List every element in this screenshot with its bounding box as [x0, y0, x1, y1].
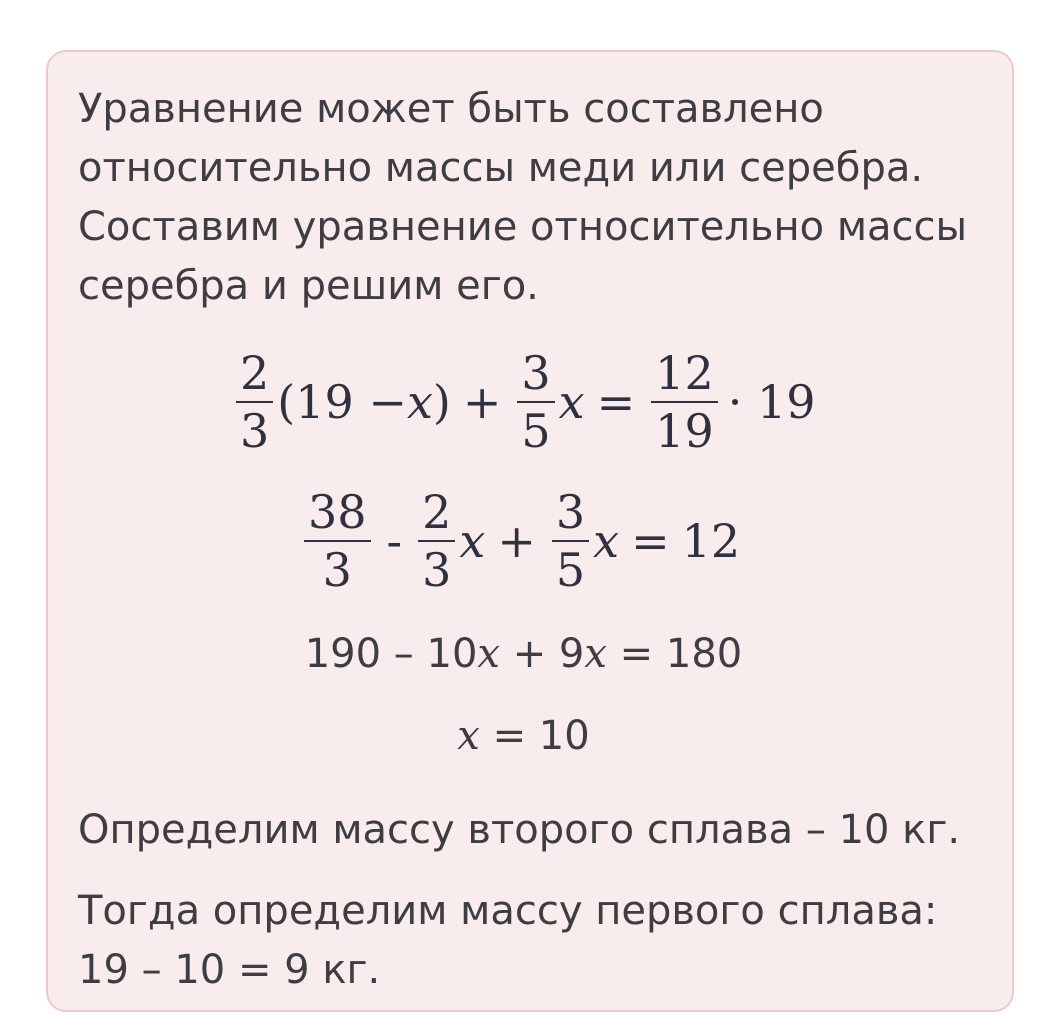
- fraction-denominator: 3: [422, 543, 452, 597]
- equation-3-part-3: = 180: [606, 631, 743, 677]
- minus-sign: -: [386, 514, 403, 568]
- conclusion-first-alloy: Тогда определим массу первого сплава: 19 – 10 = 9 кг.: [78, 888, 938, 993]
- equation-3-part-1: 190 – 10: [304, 631, 478, 677]
- paren-close: ): [432, 375, 451, 429]
- variable-x: x: [558, 375, 585, 429]
- equation-2: [300, 482, 740, 600]
- equals-sign: =: [631, 514, 670, 568]
- variable-x: x: [406, 375, 433, 429]
- fraction-two-thirds: [236, 347, 273, 457]
- equation-1: [232, 343, 822, 461]
- fraction-three-fifths: [552, 486, 589, 596]
- multiply-nineteen: · 19: [727, 375, 816, 429]
- fraction-bar: [418, 540, 455, 542]
- paren-open-expression: (19 −: [277, 375, 407, 429]
- plus-sign: +: [497, 514, 536, 568]
- variable-x: x: [584, 631, 607, 677]
- fraction-bar: [236, 401, 273, 403]
- variable-x: x: [477, 631, 500, 677]
- intro-paragraph: Уравнение может быть составлено относительно массы меди или серебра. Составим уравнение относительно массы серебра и решим его.: [78, 86, 968, 309]
- fraction-denominator: 3: [240, 404, 270, 458]
- equation-4-result: = 10: [479, 713, 590, 759]
- right-hand-side: 12: [681, 514, 741, 568]
- fraction-denominator: 5: [555, 543, 586, 597]
- equation-4: [0, 707, 1047, 766]
- fraction-bar: [304, 540, 371, 542]
- variable-x: x: [593, 514, 620, 568]
- fraction-two-thirds: [418, 486, 455, 596]
- equation-3-part-2: + 9: [499, 631, 585, 677]
- fraction-denominator: 5: [521, 404, 551, 458]
- fraction-numerator: 2: [422, 485, 452, 539]
- fraction-numerator: 12: [655, 346, 714, 400]
- variable-x: x: [457, 713, 480, 759]
- fraction-three-fifths: [517, 347, 554, 457]
- conclusion-second-alloy: Определим массу второго сплава – 10 кг.: [78, 807, 961, 853]
- fraction-bar: [552, 540, 589, 542]
- fraction-bar: [651, 401, 718, 403]
- fraction-numerator: 38: [308, 485, 367, 539]
- equation-3: [0, 625, 1047, 684]
- fraction-denominator: 3: [322, 543, 352, 597]
- variable-x: x: [459, 514, 486, 568]
- fraction-numerator: 3: [521, 346, 551, 400]
- fraction-denominator: 19: [655, 404, 714, 458]
- fraction-bar: [517, 401, 554, 403]
- plus-sign: +: [462, 375, 502, 429]
- fraction-numerator: 2: [240, 346, 270, 400]
- equals-sign: =: [596, 375, 636, 429]
- fraction-thirtyeight-thirds: [304, 486, 371, 596]
- fraction-twelve-nineteenths: [651, 347, 718, 457]
- fraction-numerator: 3: [555, 485, 586, 539]
